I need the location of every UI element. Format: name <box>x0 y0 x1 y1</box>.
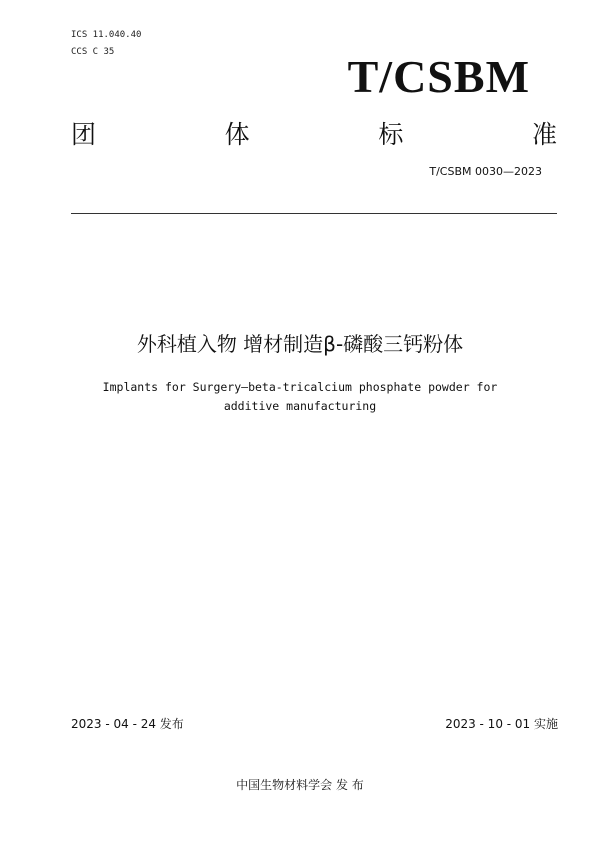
standard-type-char: 标 <box>378 120 404 149</box>
standard-type <box>71 115 557 151</box>
organization-code: T/CSBM <box>347 51 530 102</box>
issuing-organization: 中国生物材料学会 发 布 <box>236 778 364 792</box>
implementation-date: 2023 - 10 - 01 实施 <box>445 717 558 731</box>
title-english <box>0 378 600 416</box>
standard-number: T/CSBM 0030—2023 <box>429 165 542 178</box>
title-english-line: additive manufacturing <box>223 399 377 413</box>
standard-type-char: 团 <box>71 120 97 149</box>
publish-date: 2023 - 04 - 24 发布 <box>71 717 184 731</box>
title-english-line: Implants for Surgery—beta-tricalcium phosphate powder for <box>102 380 498 394</box>
standard-type-char: 准 <box>531 120 557 149</box>
standard-type-char: 体 <box>224 120 250 149</box>
title-chinese: 外科植入物 增材制造β-磷酸三钙粉体 <box>136 332 464 356</box>
header-divider <box>71 213 557 214</box>
ics-code: ICS 11.040.40 <box>71 30 142 40</box>
ccs-code: CCS C 35 <box>71 47 115 57</box>
